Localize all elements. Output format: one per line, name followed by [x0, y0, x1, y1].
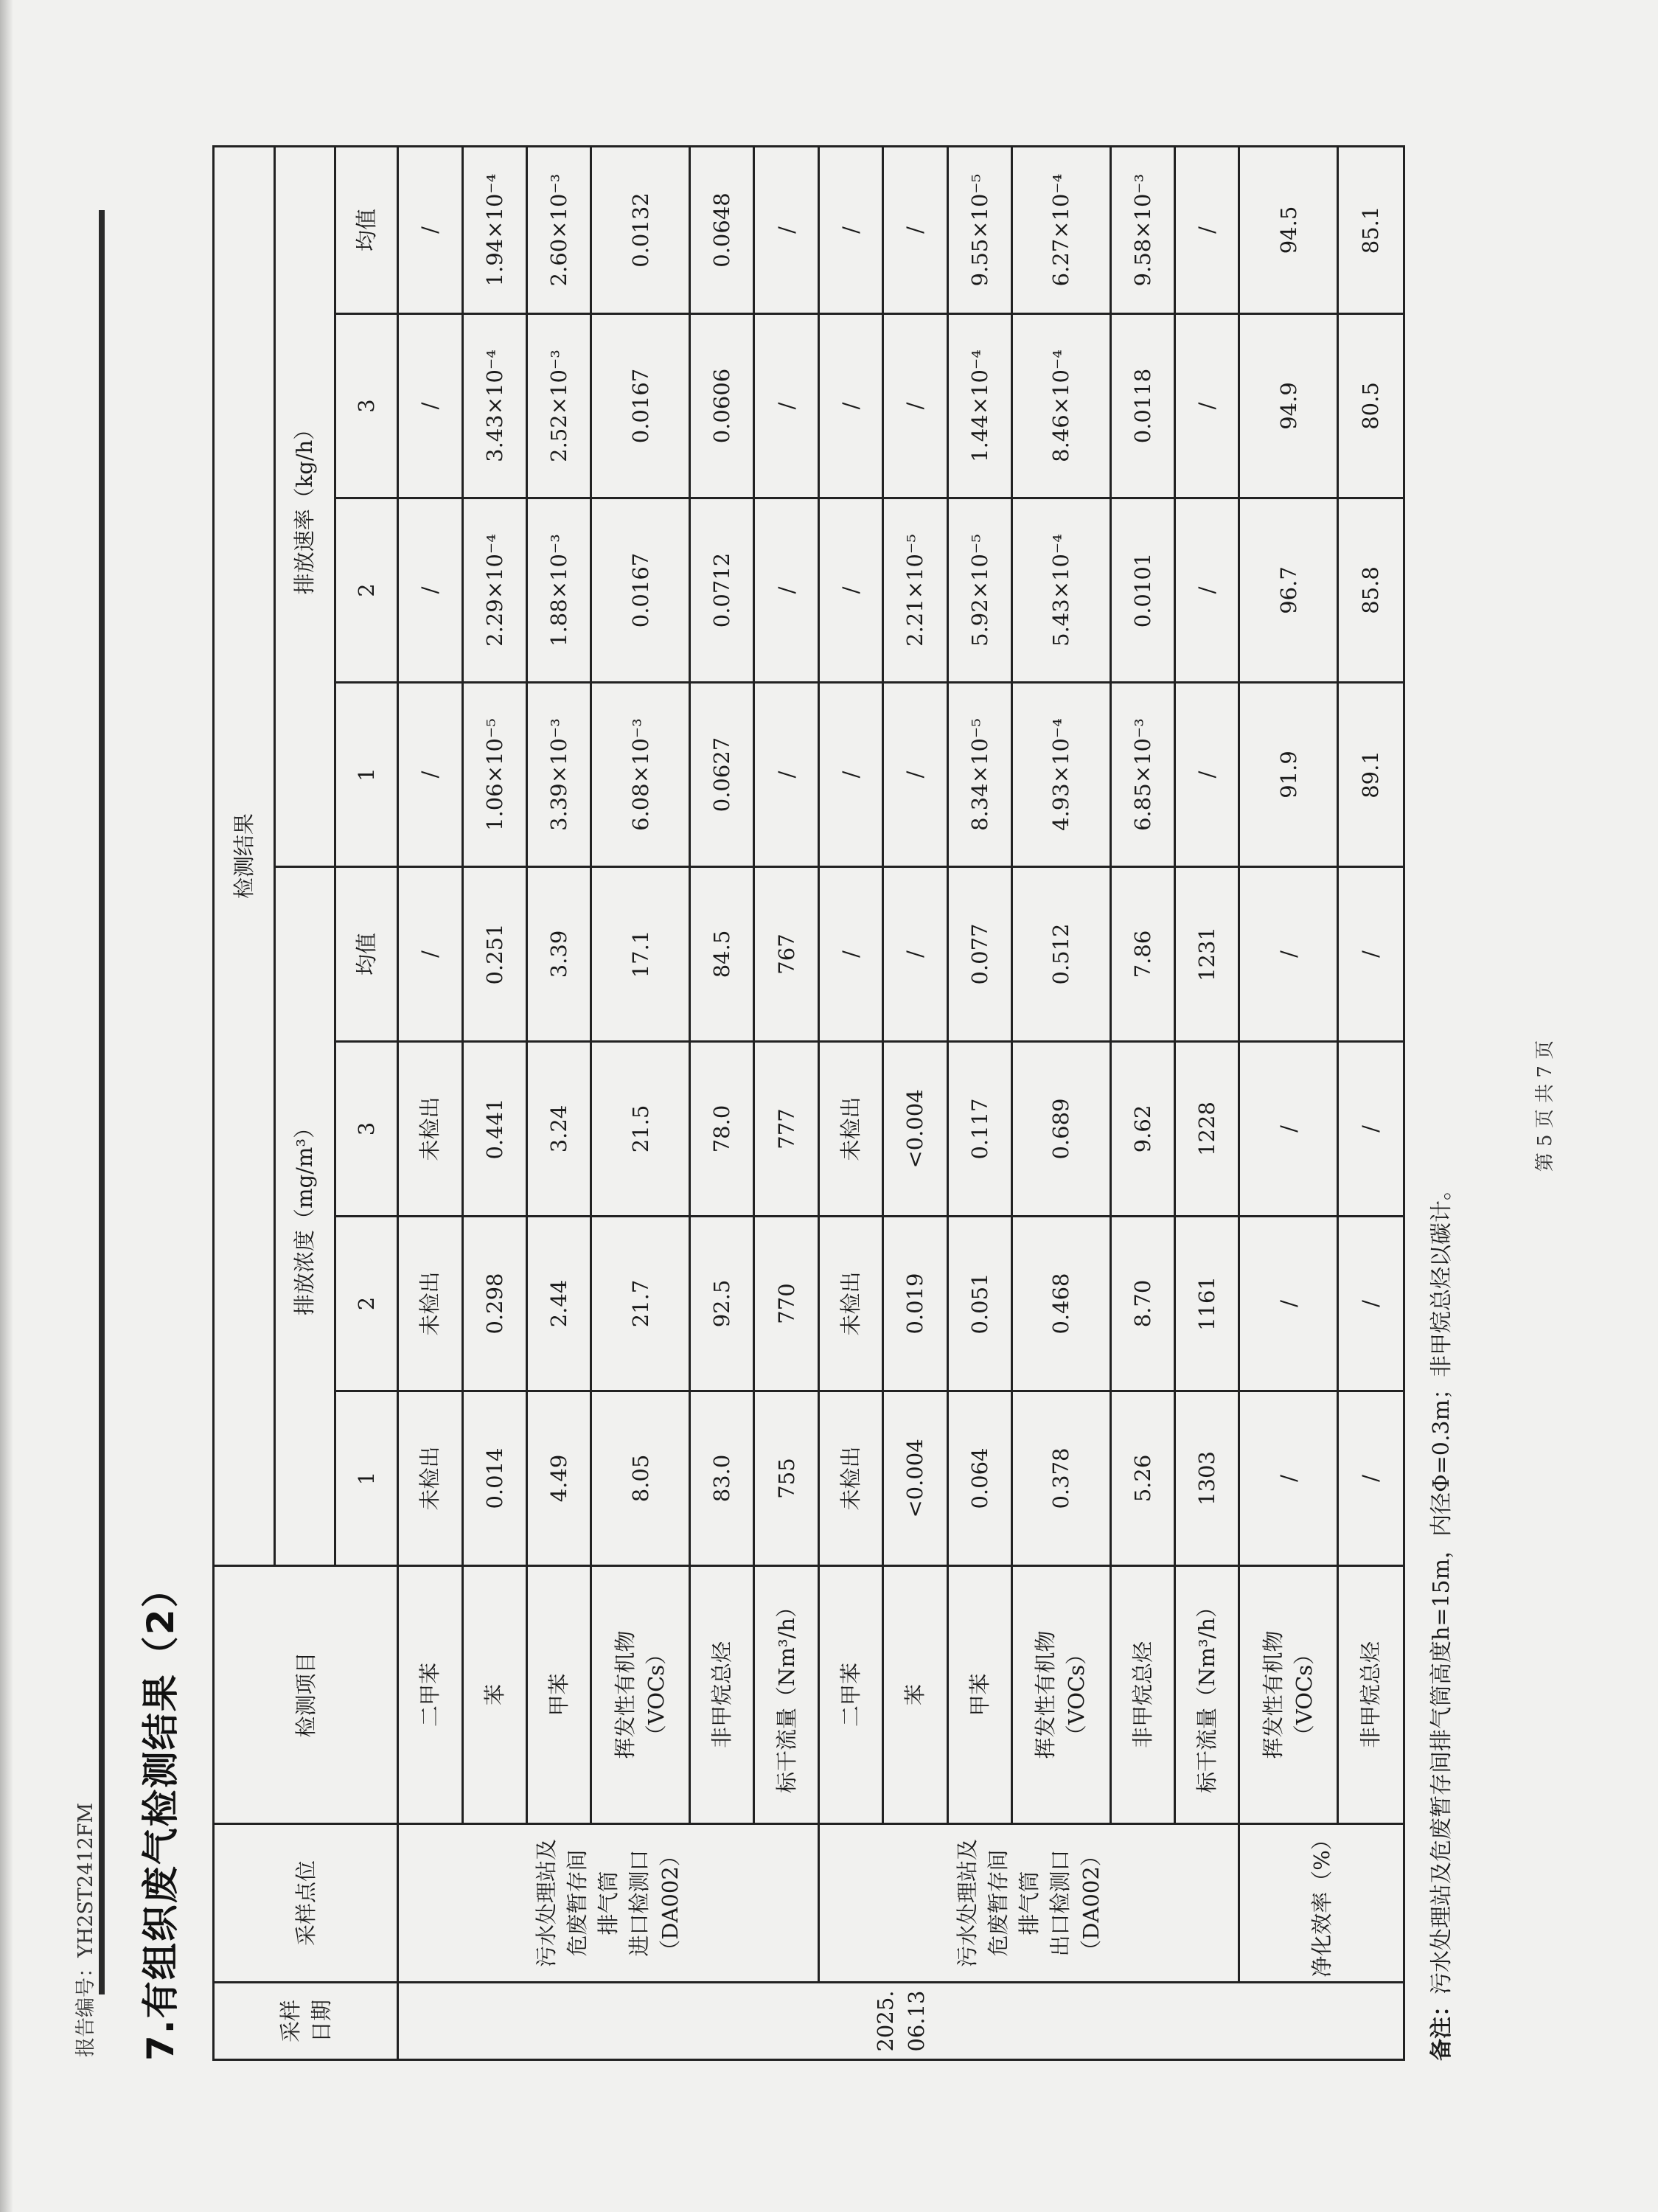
sampling-point: 污水处理站及 危废暂存间 排气筒 出口检测口 （DA002）	[818, 1824, 1239, 1983]
concentration-avg-cell: 0.512	[1012, 867, 1111, 1042]
table-row	[947, 146, 1011, 2059]
emission-rate-1-cell: 8.34×10⁻⁵	[947, 683, 1011, 867]
concentration-avg-cell: /	[398, 867, 462, 1042]
test-item: 苯	[462, 1566, 526, 1824]
concentration-2-cell: 1161	[1175, 1217, 1239, 1391]
sampling-date: 2025. 06.13	[398, 1983, 1404, 2060]
test-item: 甲苯	[947, 1566, 1011, 1824]
emission-rate-1-cell: 0.0627	[689, 683, 753, 867]
concentration-avg-cell: /	[883, 867, 947, 1042]
header-rate-3: 3	[335, 314, 398, 498]
note-text: 污水处理站及危废暂存间排气筒高度h=15m，内径Φ=0.3m；非甲烷总烃以碳计。	[1429, 1178, 1455, 1994]
emission-rate-1-cell: 91.9	[1239, 683, 1338, 867]
concentration-1-cell: 5.26	[1110, 1391, 1174, 1566]
emission-rate-2-cell: 2.29×10⁻⁴	[462, 498, 526, 683]
emission-rate-1-cell: /	[1175, 683, 1239, 867]
emission-rate-avg-cell: /	[818, 146, 882, 313]
table-row	[754, 146, 818, 2059]
note-label: 备注：	[1429, 1994, 1455, 2061]
concentration-1-cell: 4.49	[526, 1391, 591, 1566]
concentration-2-cell: 21.7	[591, 1217, 690, 1391]
emission-rate-2-cell: 2.21×10⁻⁵	[883, 498, 947, 683]
table-row	[883, 146, 947, 2059]
sampling-point: 净化效率（%）	[1239, 1824, 1404, 1983]
emission-rate-1-cell: /	[754, 683, 818, 867]
emission-rate-2-cell: /	[398, 498, 462, 683]
emission-rate-avg-cell: 1.94×10⁻⁴	[462, 146, 526, 313]
emission-rate-avg-cell: 6.27×10⁻⁴	[1012, 146, 1111, 313]
concentration-2-cell: /	[1239, 1217, 1338, 1391]
test-item: 非甲烷总烃	[1110, 1566, 1174, 1824]
concentration-3-cell: 9.62	[1110, 1042, 1174, 1217]
concentration-2-cell: 未检出	[818, 1217, 882, 1391]
header-conc-avg: 均值	[335, 867, 398, 1042]
emission-rate-3-cell: /	[818, 314, 882, 498]
emission-rate-2-cell: 1.88×10⁻³	[526, 498, 591, 683]
table-row	[818, 146, 882, 2059]
emission-rate-2-cell: 5.92×10⁻⁵	[947, 498, 1011, 683]
emission-rate-avg-cell: 0.0648	[689, 146, 753, 313]
emission-rate-2-cell: 0.0712	[689, 498, 753, 683]
emission-rate-3-cell: /	[1175, 314, 1239, 498]
concentration-1-cell: /	[1239, 1391, 1338, 1566]
concentration-2-cell: 92.5	[689, 1217, 753, 1391]
concentration-1-cell: 未检出	[398, 1391, 462, 1566]
concentration-avg-cell: 0.077	[947, 867, 1011, 1042]
concentration-3-cell: 未检出	[398, 1042, 462, 1217]
concentration-1-cell: 0.014	[462, 1391, 526, 1566]
test-item: 挥发性有机物 （VOCs）	[591, 1566, 690, 1824]
emission-rate-avg-cell: 2.60×10⁻³	[526, 146, 591, 313]
emission-rate-3-cell: 0.0167	[591, 314, 690, 498]
header-sampling-date: 采样 日期	[214, 1983, 398, 2060]
concentration-2-cell: 未检出	[398, 1217, 462, 1391]
concentration-3-cell: 0.689	[1012, 1042, 1111, 1217]
test-item: 苯	[883, 1566, 947, 1824]
table-row	[591, 146, 690, 2059]
concentration-3-cell: 1228	[1175, 1042, 1239, 1217]
emission-rate-2-cell: 0.0101	[1110, 498, 1174, 683]
test-item: 标干流量（Nm³/h）	[1175, 1566, 1239, 1824]
concentration-3-cell: <0.004	[883, 1042, 947, 1217]
concentration-2-cell: 8.70	[1110, 1217, 1174, 1391]
header-conc-1: 1	[335, 1391, 398, 1566]
emission-rate-3-cell: 2.52×10⁻³	[526, 314, 591, 498]
test-item: 挥发性有机物 （VOCs）	[1012, 1566, 1111, 1824]
test-item: 甲苯	[526, 1566, 591, 1824]
emission-rate-3-cell: /	[883, 314, 947, 498]
emission-rate-avg-cell: /	[1175, 146, 1239, 313]
emission-rate-3-cell: 0.0606	[689, 314, 753, 498]
table-row	[1110, 146, 1174, 2059]
emission-rate-1-cell: 3.39×10⁻³	[526, 683, 591, 867]
emission-rate-2-cell: 0.0167	[591, 498, 690, 683]
concentration-3-cell: 0.441	[462, 1042, 526, 1217]
emission-rate-3-cell: /	[398, 314, 462, 498]
test-item: 二甲苯	[818, 1566, 882, 1824]
concentration-3-cell: /	[1338, 1042, 1404, 1217]
header-test-item: 检测项目	[214, 1566, 398, 1824]
concentration-1-cell: /	[1338, 1391, 1404, 1566]
emission-rate-2-cell: 85.8	[1338, 498, 1404, 683]
emission-rate-2-cell: /	[754, 498, 818, 683]
header-test-results: 检测结果	[214, 146, 275, 1565]
emission-rate-3-cell: 94.9	[1239, 314, 1338, 498]
results-table	[212, 145, 1405, 2061]
emission-rate-1-cell: 6.85×10⁻³	[1110, 683, 1174, 867]
concentration-2-cell: 2.44	[526, 1217, 591, 1391]
emission-rate-avg-cell: /	[754, 146, 818, 313]
emission-rate-3-cell: 3.43×10⁻⁴	[462, 314, 526, 498]
emission-rate-1-cell: 89.1	[1338, 683, 1404, 867]
concentration-3-cell: 21.5	[591, 1042, 690, 1217]
emission-rate-1-cell: 1.06×10⁻⁵	[462, 683, 526, 867]
table-row	[398, 146, 462, 2059]
emission-rate-1-cell: /	[883, 683, 947, 867]
concentration-2-cell: /	[1338, 1217, 1404, 1391]
concentration-avg-cell: /	[1338, 867, 1404, 1042]
table-row	[1239, 146, 1338, 2059]
concentration-1-cell: 755	[754, 1391, 818, 1566]
emission-rate-1-cell: /	[818, 683, 882, 867]
concentration-3-cell: 3.24	[526, 1042, 591, 1217]
concentration-avg-cell: /	[818, 867, 882, 1042]
table-row	[689, 146, 753, 2059]
section-title: 7.有组织废气检测结果（2）	[139, 1569, 182, 2061]
emission-rate-3-cell: 0.0118	[1110, 314, 1174, 498]
emission-rate-3-cell: 1.44×10⁻⁴	[947, 314, 1011, 498]
concentration-avg-cell: 7.86	[1110, 867, 1174, 1042]
concentration-3-cell: 0.117	[947, 1042, 1011, 1217]
concentration-avg-cell: 0.251	[462, 867, 526, 1042]
header-rate-avg: 均值	[335, 146, 398, 313]
concentration-1-cell: 0.378	[1012, 1391, 1111, 1566]
header-conc-3: 3	[335, 1042, 398, 1217]
header-rate-1: 1	[335, 683, 398, 867]
sampling-point: 污水处理站及 危废暂存间 排气筒 进口检测口 （DA002）	[398, 1824, 819, 1983]
header-sampling-point: 采样点位	[214, 1824, 398, 1983]
table-row	[462, 146, 526, 2059]
test-item: 非甲烷总烃	[689, 1566, 753, 1824]
test-item: 非甲烷总烃	[1338, 1566, 1404, 1824]
emission-rate-2-cell: /	[1175, 498, 1239, 683]
concentration-1-cell: 1303	[1175, 1391, 1239, 1566]
concentration-3-cell: 未检出	[818, 1042, 882, 1217]
table-row	[1175, 146, 1239, 2059]
header-conc-2: 2	[335, 1217, 398, 1391]
emission-rate-avg-cell: 85.1	[1338, 146, 1404, 313]
concentration-2-cell: 770	[754, 1217, 818, 1391]
concentration-3-cell: 78.0	[689, 1042, 753, 1217]
emission-rate-2-cell: 96.7	[1239, 498, 1338, 683]
concentration-1-cell: <0.004	[883, 1391, 947, 1566]
concentration-3-cell: 777	[754, 1042, 818, 1217]
concentration-avg-cell: 1231	[1175, 867, 1239, 1042]
concentration-2-cell: 0.019	[883, 1217, 947, 1391]
emission-rate-2-cell: /	[818, 498, 882, 683]
concentration-3-cell: /	[1239, 1042, 1338, 1217]
emission-rate-3-cell: /	[754, 314, 818, 498]
header-emission-rate: 排放速率（kg/h）	[274, 146, 335, 866]
page-number: 第 5 页 共 7 页	[1534, 1040, 1556, 1172]
concentration-1-cell: 未检出	[818, 1391, 882, 1566]
emission-rate-avg-cell: 9.58×10⁻³	[1110, 146, 1174, 313]
header-concentration: 排放浓度（mg/m³）	[274, 867, 335, 1566]
concentration-2-cell: 0.298	[462, 1217, 526, 1391]
concentration-avg-cell: 3.39	[526, 867, 591, 1042]
concentration-avg-cell: 84.5	[689, 867, 753, 1042]
concentration-1-cell: 83.0	[689, 1391, 753, 1566]
emission-rate-1-cell: 6.08×10⁻³	[591, 683, 690, 867]
concentration-avg-cell: 767	[754, 867, 818, 1042]
table-row	[526, 146, 591, 2059]
concentration-avg-cell: /	[1239, 867, 1338, 1042]
emission-rate-1-cell: 4.93×10⁻⁴	[1012, 683, 1111, 867]
concentration-2-cell: 0.468	[1012, 1217, 1111, 1391]
concentration-1-cell: 8.05	[591, 1391, 690, 1566]
emission-rate-avg-cell: /	[883, 146, 947, 313]
concentration-avg-cell: 17.1	[591, 867, 690, 1042]
concentration-2-cell: 0.051	[947, 1217, 1011, 1391]
header-rate-2: 2	[335, 498, 398, 683]
table-row	[1012, 146, 1111, 2059]
emission-rate-avg-cell: 94.5	[1239, 146, 1338, 313]
emission-rate-avg-cell: 0.0132	[591, 146, 690, 313]
test-item: 标干流量（Nm³/h）	[754, 1566, 818, 1824]
emission-rate-3-cell: 8.46×10⁻⁴	[1012, 314, 1111, 498]
emission-rate-3-cell: 80.5	[1338, 314, 1404, 498]
note	[1423, 1178, 1455, 2061]
table-row	[1338, 146, 1404, 2059]
test-item: 挥发性有机物 （VOCs）	[1239, 1566, 1338, 1824]
emission-rate-avg-cell: 9.55×10⁻⁵	[947, 146, 1011, 313]
report-number: 报告编号：YH2ST2412FM	[74, 1802, 97, 2057]
emission-rate-2-cell: 5.43×10⁻⁴	[1012, 498, 1111, 683]
test-item: 二甲苯	[398, 1566, 462, 1824]
emission-rate-1-cell: /	[398, 683, 462, 867]
emission-rate-avg-cell: /	[398, 146, 462, 313]
concentration-1-cell: 0.064	[947, 1391, 1011, 1566]
